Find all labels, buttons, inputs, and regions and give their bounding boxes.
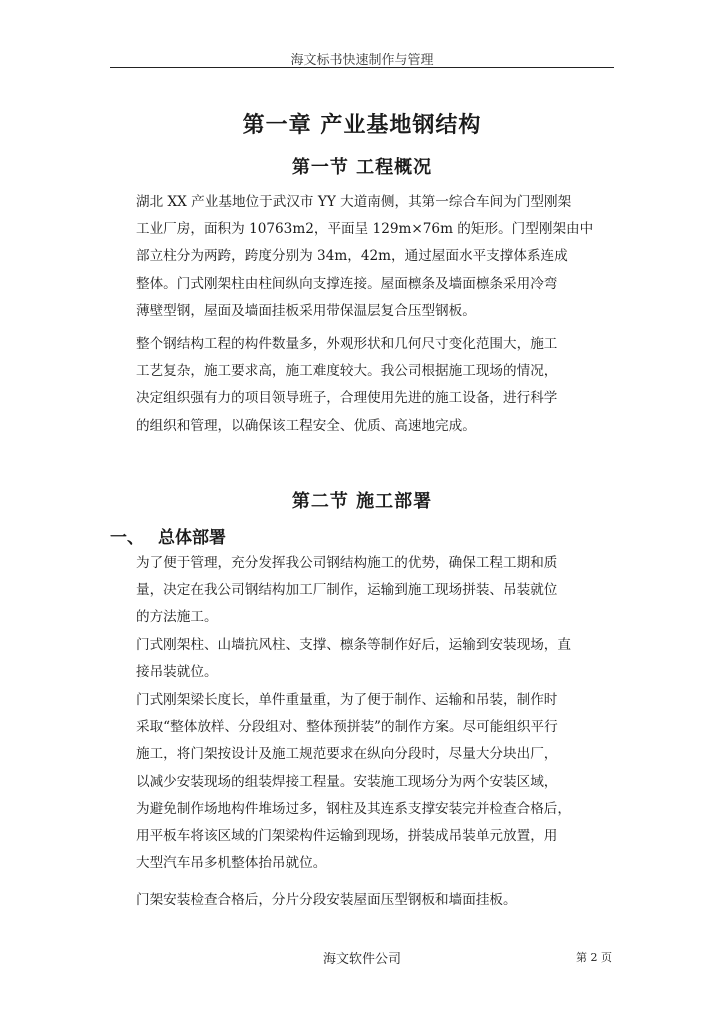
text-line: 用平板车将该区域的门架梁构件运输到现场，拼装成吊装单元放置，用 xyxy=(136,827,558,844)
footer-company: 海文软件公司 xyxy=(322,952,401,967)
text-line: 施工，将门架按设计及施工规范要求在纵向分段时，尽量大分块出厂， xyxy=(136,746,558,763)
text-line: 的方法施工。 xyxy=(136,609,218,626)
text-line: 以减少安装现场的组装焊接工程量。安装施工现场分为两个安装区域， xyxy=(136,773,558,790)
text-line: 门式刚架柱、山墙抗风柱、支撑、檩条等制作好后，运输到安装现场，直 xyxy=(136,637,571,653)
text-line: 决定组织强有力的项目领导班子，合理使用先进的施工设备，进行科学 xyxy=(136,390,558,407)
text-line: 接吊装就位。 xyxy=(136,664,218,681)
section-title-deployment: 第二节 施工部署 xyxy=(291,491,433,512)
header-divider xyxy=(110,67,614,68)
text-line: 采取“整体放样、分段组对、整体预拼装”的制作方案。尽可能组织平行 xyxy=(136,719,558,736)
paragraph-beams xyxy=(136,687,616,877)
paragraph-project-overview xyxy=(136,189,616,325)
text-line: 大型汽车吊多机整体抬吊就位。 xyxy=(136,855,327,872)
subheading-number: 一、 xyxy=(110,528,144,548)
text-line: 工艺复杂，施工要求高，施工难度较大。我公司根据施工现场的情况， xyxy=(136,363,558,380)
chapter-title: 第一章 产业基地钢结构 xyxy=(242,113,482,138)
text-line: 部立柱分为两跨，跨度分别为 34m，42m，通过屋面水平支撑体系连成 xyxy=(136,248,568,265)
text-line: 量，决定在我公司钢结构加工厂制作，运输到施工现场拼装、吊装就位 xyxy=(136,582,558,599)
text-line: 为了便于管理，充分发挥我公司钢结构施工的优势，确保工程工期和质 xyxy=(136,555,558,571)
text-line: 湖北 XX 产业基地位于武汉市 YY 大道南侧，其第一综合车间为门型刚架 xyxy=(136,194,572,210)
subheading-text: 总体部署 xyxy=(158,528,226,548)
text-line: 薄壁型钢，屋面及墙面挂板采用带保温层复合压型钢板。 xyxy=(136,302,476,319)
paragraph-roof-panels xyxy=(136,887,616,914)
footer-page-number: 第 2 页 xyxy=(576,951,612,964)
text-line: 门式刚架梁长度长，单件重量重，为了便于制作、运输和吊装，制作时 xyxy=(136,692,558,708)
paragraph-columns xyxy=(136,632,616,686)
text-line: 的组织和管理，以确保该工程安全、优质、高速地完成。 xyxy=(136,417,476,434)
text-line: 门架安装检查合格后，分片分段安装屋面压型钢板和墙面挂板。 xyxy=(136,892,517,908)
text-line: 工业厂房，面积为 10763m2，平面呈 129m×76m 的矩形。门型刚架由中 xyxy=(136,221,594,238)
text-line: 整体。门式刚架柱由柱间纵向支撑连接。屋面檩条及墙面檩条采用冷弯 xyxy=(136,275,558,292)
text-line: 整个钢结构工程的构件数量多，外观形状和几何尺寸变化范围大，施工 xyxy=(136,336,558,352)
paragraph-management xyxy=(136,550,616,632)
text-line: 为避免制作场地构件堆场过多，钢柱及其连系支撑安装完并检查合格后， xyxy=(136,800,571,817)
page-header-title: 海文标书快速制作与管理 xyxy=(290,53,434,68)
section-title-overview: 第一节 工程概况 xyxy=(291,157,433,178)
paragraph-project-characteristics xyxy=(136,331,616,440)
subheading-overall-deployment xyxy=(110,523,226,548)
